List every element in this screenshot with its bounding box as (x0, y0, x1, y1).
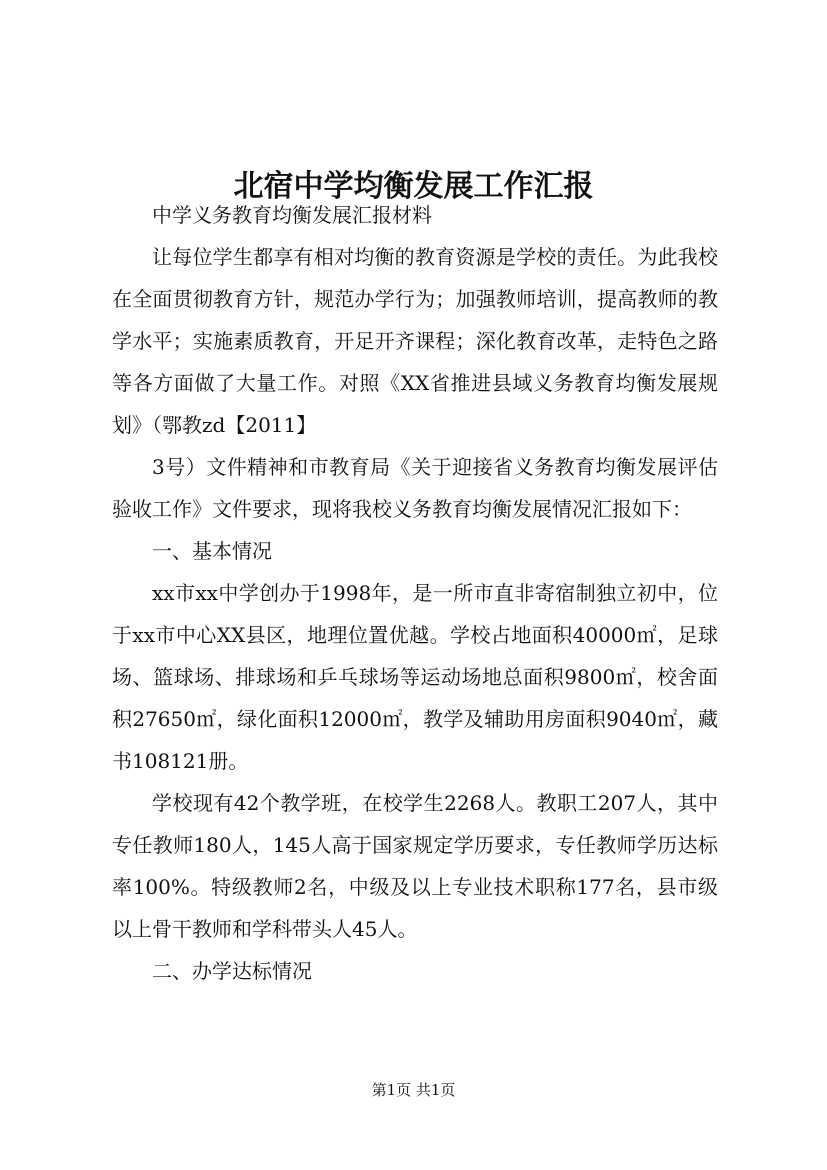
paragraph-subtitle: 中学义务教育均衡发展汇报材料 (152, 203, 432, 227)
section-heading-standards: 二、办学达标情况 (152, 959, 312, 983)
paragraph-school-facts: xx市xx中学创办于1998年，是一所市直非寄宿制独立初中，位于xx市中心XX县区，地理位置优越。学校占地面积40000㎡，足球场、篮球场、排球场和乒乓球场等运动场地总面积9800㎡，校舍面积27650㎡，绿化面积12000㎡，教学及辅助用房面积9040㎡，藏书108121册。 (112, 581, 718, 773)
section-heading-basic-info: 一、基本情况 (152, 539, 272, 563)
paragraph-intro: 让每位学生都享有相对均衡的教育资源是学校的责任。为此我校在全面贯彻教育方针，规范办学行为；加强教师培训，提高教师的教学水平；实施素质教育，开足开齐课程；深化教育改革，走特色之路等各方面做了大量工作。对照《XX省推进县域义务教育均衡发展规划》（鄂教zd【2011】 (112, 245, 718, 437)
document-body (112, 194, 718, 992)
document-title: 北宿中学均衡发展工作汇报 (233, 169, 594, 205)
page-number-footer: 第1页 共1页 (371, 1081, 456, 1099)
paragraph-staff-students: 学校现有42个教学班，在校学生2268人。教职工207人，其中专任教师180人，145人高于国家规定学历要求，专任教师学历达标率100%。特级教师2名，中级及以上专业技术职称177名，县市级以上骨干教师和学科带头人45人。 (112, 791, 718, 941)
paragraph-requirements: 3号）文件精神和市教育局《关于迎接省义务教育均衡发展评估验收工作》文件要求，现将我校义务教育均衡发展情况汇报如下： (112, 455, 718, 521)
